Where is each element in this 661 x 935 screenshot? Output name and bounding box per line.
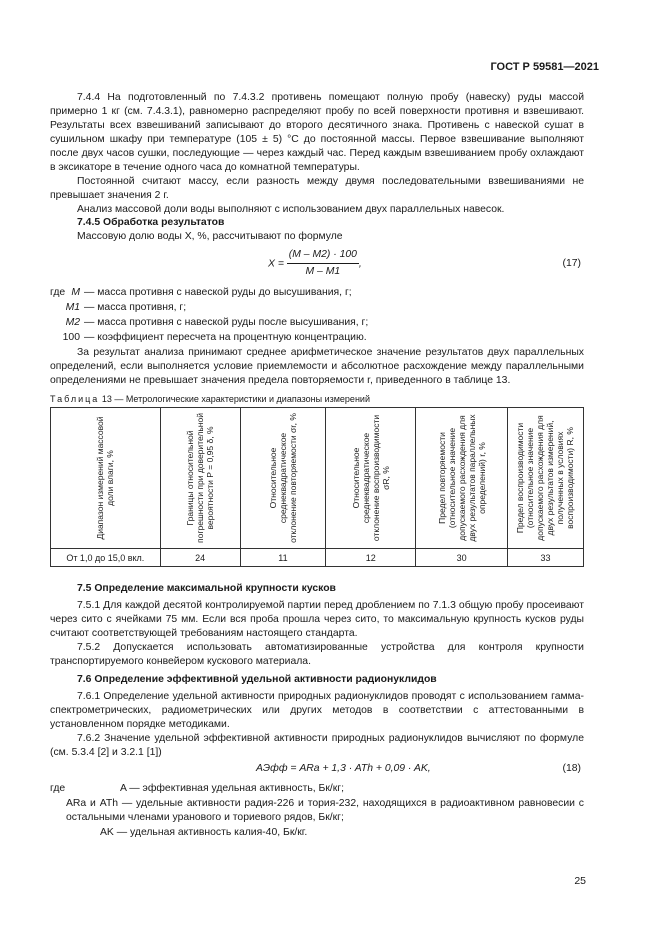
table-header-cell	[240, 408, 326, 549]
heading-7-5: 7.5 Определение максимальной крупности кусков	[77, 583, 336, 594]
table-cell: 24	[160, 549, 240, 567]
paragraph-analysis: Анализ массовой доли воды выполняют с использованием двух параллельных навесок.	[77, 204, 505, 215]
table-caption-text: 13 — Метрологические характеристики и диапазоны измерений	[101, 394, 370, 404]
paragraph-7-5-1: 7.5.1 Для каждой десятой контролируемой партии перед дроблением по 7.1.3 общую пробу просеивают через сито с ячейками 75 мм. Если вся проба прошла через сито, то максимальную крупность кусков руды считают соответствующей требованиям настоящего стандарта.	[50, 600, 584, 639]
header-text: Предел повторяемости (относительное значение допускаемого расхождения для двух результатов параллельных определений) r, %	[436, 414, 487, 542]
heading-7-4-5: 7.4.5 Обработка результатов	[77, 217, 225, 228]
paragraph-7-5-2: 7.5.2 Допускается использовать автоматизированные устройства для контроля крупности транспортируемого конвейером кускового материала.	[50, 642, 584, 667]
table-cell: 33	[507, 549, 583, 567]
heading-7-6: 7.6 Определение эффективной удельной активности радионуклидов	[77, 674, 437, 685]
def-ak: AK — удельная активность калия-40, Бк/кг.	[100, 827, 308, 838]
table-13-caption	[50, 392, 584, 406]
paragraph-7-6-1: 7.6.1 Определение удельной активности природных радионуклидов проводят с использованием гамма-спектрометрических, радиометрических или других методов в соответствии с аттестованными в установленном порядке методиками.	[50, 691, 584, 730]
def-text: — масса противня, г;	[84, 302, 187, 313]
def-symbol: M2	[65, 317, 80, 328]
table-cell: 30	[416, 549, 508, 567]
table-cell: От 1,0 до 15,0 вкл.	[51, 549, 161, 567]
header-text: Диапазон измерений массовой доли влаги, %	[95, 416, 116, 540]
page-number: 25	[574, 875, 586, 887]
formula-17-tail: ,	[358, 258, 362, 270]
table-cell: 11	[240, 549, 326, 567]
formula-17	[268, 248, 362, 279]
header-text: Относительное среднеквадратическое отклонение воспроизводимости σR, %	[350, 414, 391, 542]
formula-18: AЭфф = ARa + 1,3 · ATh + 0,09 · AK,	[256, 763, 431, 774]
table-13	[50, 407, 584, 567]
where-label-17: где	[50, 287, 66, 298]
def-text: — масса противня с навеской руды до высушивания, г;	[84, 287, 352, 298]
header-text: Предел воспроизводимости (относительное значение допускаемого расхождения для двух результатов измерений, полученных в условиях воспроизводимости) R, %	[515, 415, 576, 541]
def-text: — коэффициент пересчета на процентную концентрацию.	[84, 332, 367, 343]
table-caption-lead: Таблица	[50, 394, 100, 404]
paragraph-7-6-2: 7.6.2 Значение удельной эффективной активности природных радионуклидов вычисляют по формуле (см. 5.3.4 [2] и 3.2.1 [1])	[50, 733, 584, 758]
table-row	[51, 549, 584, 567]
def-text: — масса противня с навеской руды после высушивания, г;	[84, 317, 369, 328]
def-symbol: 100	[62, 332, 80, 343]
def-a: A — эффективная удельная активность, Бк/кг;	[120, 783, 344, 794]
table-header-cell	[160, 408, 240, 549]
header-text: Относительное среднеквадратическое отклонение повторяемости σr, %	[267, 413, 298, 543]
def-symbol: M	[71, 287, 80, 298]
equation-number-17: (17)	[562, 258, 581, 269]
table-header-cell	[416, 408, 508, 549]
where-label-18: где	[50, 783, 66, 794]
paragraph-constant-mass: Постоянной считают массу, если разность между двумя последовательными взвешиваниями не превышает значения 2 г.	[50, 176, 584, 201]
def-symbol: M1	[65, 302, 80, 313]
header-text: Границы относительной погрешности при доверительной вероятности Р = 0,95 δ, %	[185, 413, 216, 543]
document-header: ГОСТ Р 59581—2021	[490, 61, 599, 73]
table-header-row	[51, 408, 584, 549]
formula-17-denominator: M – M1	[305, 266, 341, 277]
table-header-cell	[507, 408, 583, 549]
formula-17-fraction	[287, 248, 359, 279]
paragraph-7-4-4: 7.4.4 На подготовленный по 7.4.3.2 противень помещают полную пробу (навеску) руды массой примерно 1 кг (см. 7.4.3.1), равномерно распределяют пробу по всей поверхности противня и взвешивают. Результаты всех взвешиваний записывают до второго десятичного знака. Противень с навеской сушат в сушильном шкафу при температуре (105 ± 5) °С до постоянной массы. Первое взвешивание выполняют после двух часов сушки, последующие — через каждый час. Перед каждым взвешиванием пробу охлаждают в эксикаторе в течение одного часа до комнатной температуры.	[50, 92, 584, 173]
formula-17-numerator: (M – M2) · 100	[287, 248, 359, 264]
def-ara-ath: ARa и ATh — удельные активности радия-226 и тория-232, находящихся в радиоактивном равновесии с остальными членами уранового и ториевого рядов, Бк/кг;	[66, 798, 584, 823]
table-header-cell	[326, 408, 416, 549]
paragraph-result: За результат анализа принимают среднее арифметическое значение результатов двух параллельных определений, если выполняется условие приемлемости и абсолютное расхождение между параллельными определениями не превышает значения предела повторяемости r, приведенного в таблице 13.	[50, 347, 584, 386]
formula-17-lhs: X =	[268, 258, 284, 270]
equation-number-18: (18)	[562, 763, 581, 774]
table-cell: 12	[326, 549, 416, 567]
table-header-cell	[51, 408, 161, 549]
paragraph-mass-fraction: Массовую долю воды X, %, рассчитывают по формуле	[77, 231, 343, 242]
